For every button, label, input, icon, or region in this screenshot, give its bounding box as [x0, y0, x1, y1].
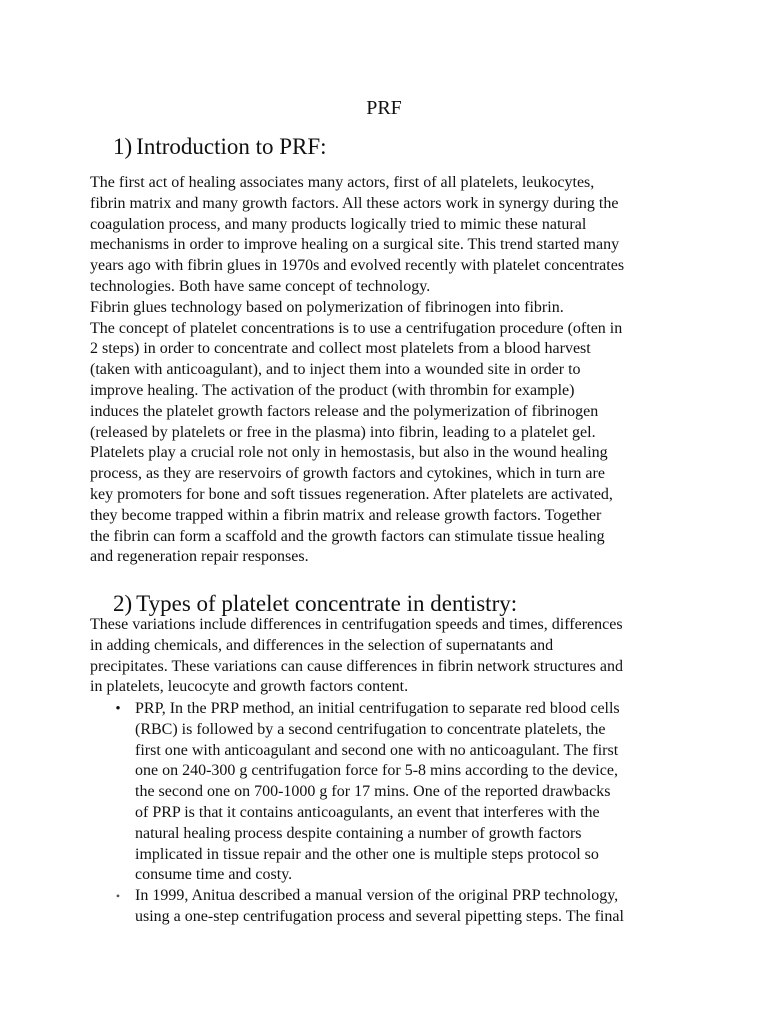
- bullet-icon: •: [115, 701, 121, 717]
- text-line: mechanisms in order to improve healing on a surgical site. This trend started many: [90, 236, 620, 254]
- document-title: PRF: [366, 97, 402, 119]
- text-line: the second one on 700-1000 g for 17 mins. One of the reported drawbacks: [135, 783, 611, 801]
- section-2-heading: [113, 590, 517, 618]
- section-1-body: [90, 173, 624, 568]
- bullet-icon: •: [115, 889, 121, 903]
- text-line: years ago with fibrin glues in 1970s and evolved recently with platelet concentrates: [90, 257, 625, 275]
- text-line: implicated in tissue repair and the other one is multiple steps protocol so: [135, 845, 599, 863]
- text-line: induces the platelet growth factors release and the polymerization of fibrinogen: [90, 402, 599, 420]
- text-line: natural healing process despite containing a number of growth factors: [135, 824, 582, 842]
- text-line: process, as they are reservoirs of growth factors and cytokines, which in turn are: [90, 465, 605, 483]
- section-1-heading: [113, 133, 327, 161]
- text-line: In 1999, Anitua described a manual version of the original PRP technology,: [135, 887, 619, 904]
- text-line: in platelets, leucocyte and growth factors content.: [90, 678, 409, 696]
- text-line: Platelets play a crucial role not only in hemostasis, but also in the wound healing: [90, 444, 608, 462]
- text-line: The first act of healing associates many actors, first of all platelets, leukocytes,: [90, 174, 595, 191]
- text-line: using a one-step centrifugation process and several pipetting steps. The final: [135, 907, 624, 925]
- text-line: technologies. Both have same concept of technology.: [90, 277, 431, 295]
- section-1-number: 1): [113, 134, 133, 159]
- text-line: fibrin matrix and many growth factors. All these actors work in synergy during the: [90, 194, 619, 212]
- text-line: the fibrin can form a scaffold and the growth factors can stimulate tissue healing: [90, 527, 605, 545]
- text-line: first one with anticoagulant and second one with no anticoagulant. The first: [135, 741, 619, 759]
- text-line: PRP, In the PRP method, an initial centrifugation to separate red blood cells: [135, 700, 620, 717]
- text-line: and regeneration repair responses.: [90, 548, 309, 566]
- text-line: consume time and costy.: [135, 866, 293, 884]
- section-2-number: 2): [113, 591, 133, 616]
- section-1-heading-text: Introduction to PRF:: [136, 134, 327, 159]
- text-line: coagulation process, and many products logically tried to mimic these natural: [90, 215, 587, 233]
- text-line: one on 240-300 g centrifugation force for 5-8 mins according to the device,: [135, 762, 618, 780]
- text-line: key promoters for bone and soft tissues regeneration. After platelets are activated,: [90, 485, 613, 503]
- text-line: 2 steps) in order to concentrate and collect most platelets from a blood harvest: [90, 340, 591, 358]
- text-line: of PRP is that it contains anticoagulants, an event that interferes with the: [135, 803, 600, 821]
- text-line: (RBC) is followed by a second centrifugation to concentrate platelets, the: [135, 720, 606, 738]
- text-line: (taken with anticoagulant), and to inject them into a wounded site in order to: [90, 361, 581, 379]
- text-line: they become trapped within a fibrin matrix and release growth factors. Together: [90, 506, 602, 524]
- list-item-text: [135, 699, 620, 886]
- text-line: improve healing. The activation of the product (with thrombin for example): [90, 381, 575, 399]
- text-line: Fibrin glues technology based on polymerization of fibrinogen into fibrin.: [90, 298, 564, 316]
- text-line: (released by platelets or free in the plasma) into fibrin, leading to a platelet gel.: [90, 423, 596, 441]
- section-2-heading-text: Types of platelet concentrate in dentistry:: [136, 591, 518, 616]
- text-line: The concept of platelet concentrations is to use a centrifugation procedure (often in: [90, 319, 623, 337]
- section-2-body: [90, 615, 623, 698]
- list-item-text: [135, 886, 624, 928]
- text-line: precipitates. These variations can cause differences in fibrin network structures and: [90, 657, 623, 675]
- text-line: These variations include differences in centrifugation speeds and times, differences: [90, 616, 623, 633]
- text-line: in adding chemicals, and differences in the selection of supernatants and: [90, 636, 554, 654]
